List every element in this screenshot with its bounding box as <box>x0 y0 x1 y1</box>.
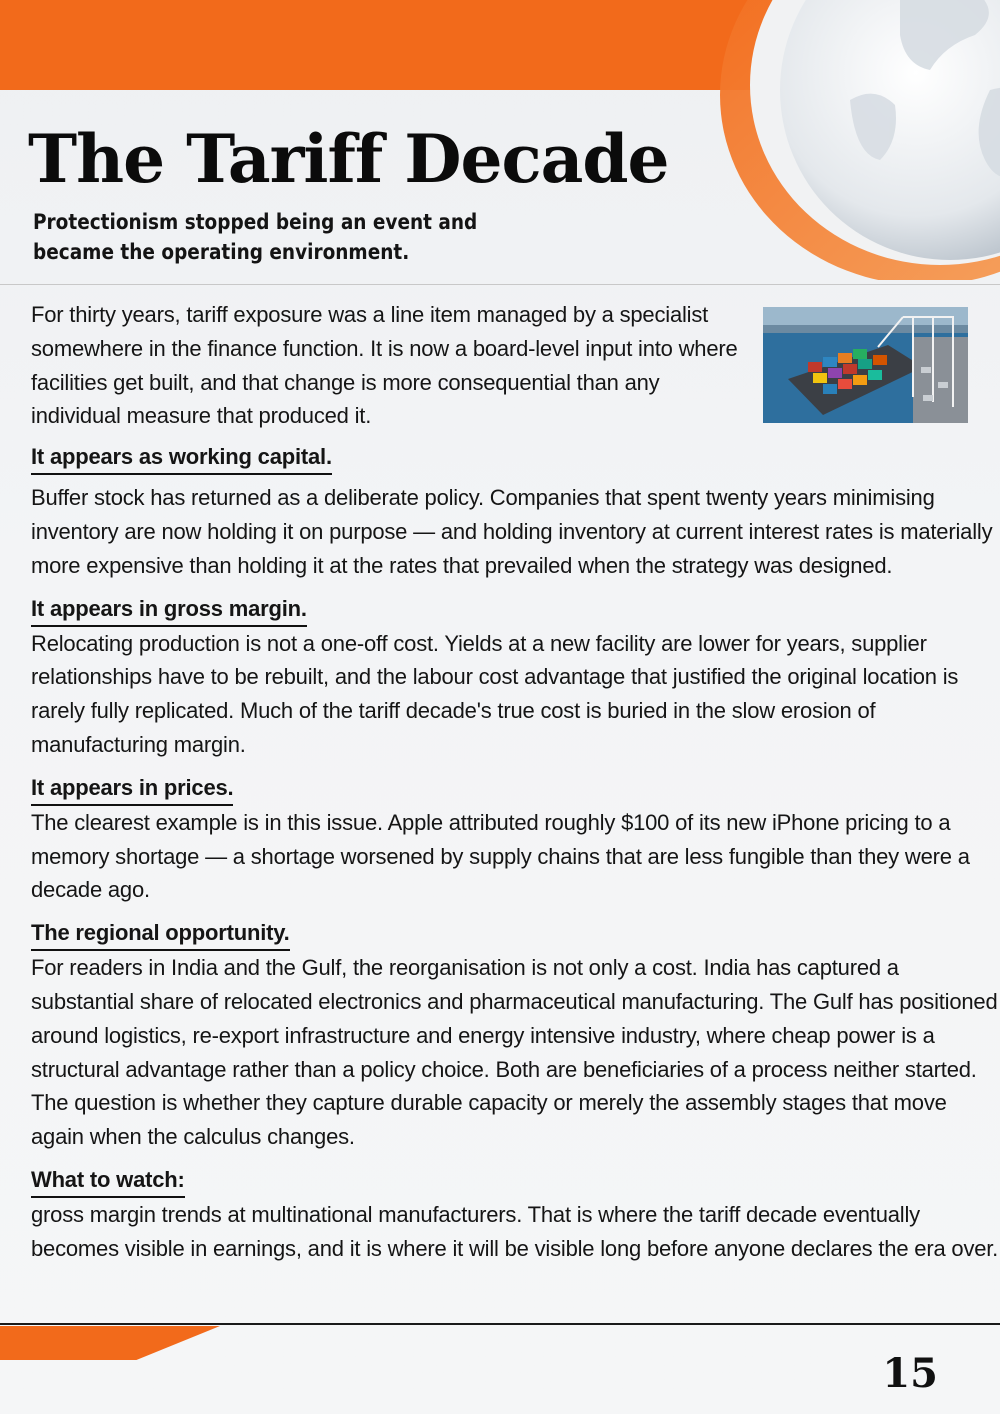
page-title: The Tariff Decade <box>28 120 669 198</box>
article-body <box>31 298 999 1266</box>
section-gross-margin <box>31 592 999 762</box>
footer-divider <box>0 1323 1000 1325</box>
section-heading: It appears in prices. <box>31 773 233 806</box>
footer-accent-bar <box>0 1326 220 1360</box>
section-prices <box>31 771 999 907</box>
section-body: The clearest example is in this issue. Apple attributed roughly $100 of its new iPhone pricing to a memory shortage — a shortage worsened by supply chains that are less fungible than they were a decade ago. <box>31 809 970 903</box>
page-number: 15 <box>882 1350 938 1397</box>
section-body: Relocating production is not a one-off cost. Yields at a new facility are lower for years, supplier relationships have to be rebuilt, and the labour cost advantage that justified the original location is rarely fully replicated. Much of the tariff decade's true cost is buried in the slow erosion of manufacturing margin. <box>31 630 959 757</box>
page-subtitle: Protectionism stopped being an event and became the operating environment. <box>33 210 478 264</box>
section-body: Buffer stock has returned as a deliberate policy. Companies that spent twenty years minimising inventory are now holding it on purpose — and holding inventory at current interest rates is materially more expensive than holding it at the rates that prevailed when the strategy was designed. <box>31 485 993 578</box>
section-working-capital <box>31 440 999 582</box>
section-body: For readers in India and the Gulf, the reorganisation is not only a cost. India has captured a substantial share of relocated electronics and pharmaceutical manufacturing. The Gulf has positioned around logistics, re-export infrastructure and energy intensive industry, where cheap power is a structural advantage rather than a policy choice. Both are beneficiaries of a process neither started. The question is whether they capture durable capacity or merely the assembly stages that move again when the calculus changes. <box>31 955 998 1150</box>
section-body: gross margin trends at multinational manufacturers. That is where the tariff decade eventually becomes visible in earnings, and it is where it will be visible long before anyone declares the era over. <box>31 1201 999 1261</box>
section-heading: It appears in gross margin. <box>31 594 307 627</box>
section-regional-opportunity <box>31 916 999 1154</box>
section-heading: It appears as working capital. <box>31 442 332 475</box>
section-heading: The regional opportunity. <box>31 918 290 951</box>
section-heading: What to watch: <box>31 1165 185 1198</box>
header-divider <box>0 284 1000 285</box>
header-accent-bar <box>0 0 820 90</box>
intro-paragraph: For thirty years, tariff exposure was a line item managed by a specialist somewhere in the finance function. It is now a board-level input into where facilities get built, and that change is more consequential than any individual measure that produced it. <box>31 302 738 429</box>
globe-illustration <box>700 0 1000 280</box>
section-what-to-watch <box>31 1163 999 1266</box>
